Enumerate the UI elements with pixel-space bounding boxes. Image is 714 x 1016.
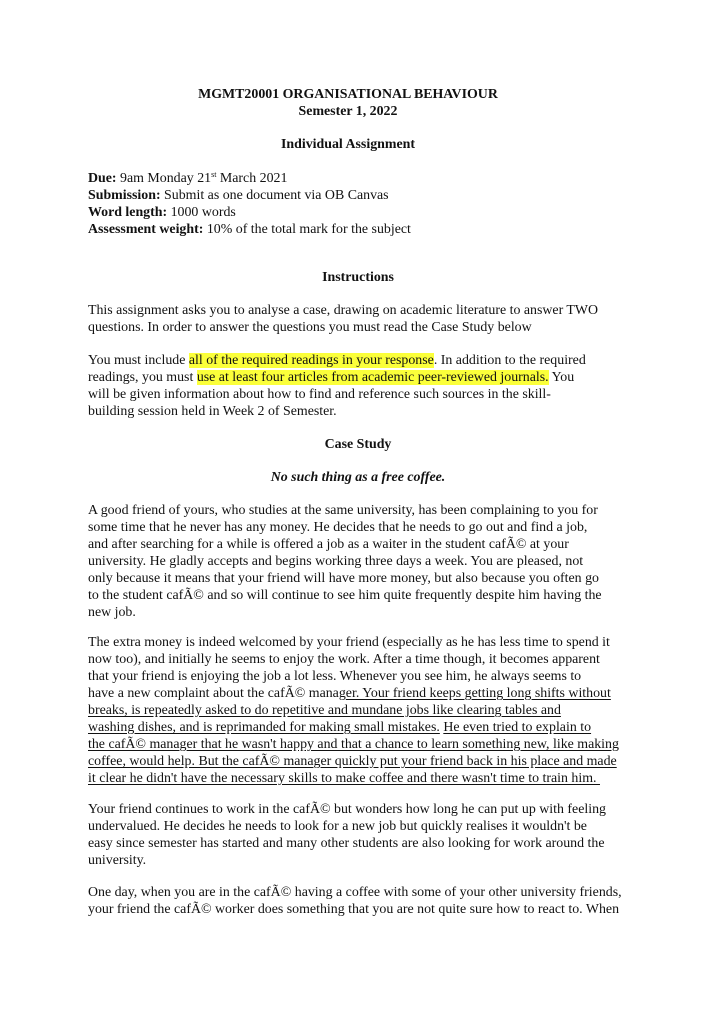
text-line (88, 719, 648, 736)
course-title: MGMT20001 ORGANISATIONAL BEHAVIOUR (198, 87, 498, 102)
underlined-text: the cafÃ© manager that he wasn't happy and that a chance to learn something new, like making (88, 737, 619, 752)
due-value-post: March 2021 (216, 171, 288, 186)
text-line: Your friend continues to work in the cafÃ© but wonders how long he can put up with feeling (88, 802, 606, 817)
text-line: and after searching for a while is offered a job as a waiter in the student cafÃ© at your (88, 537, 569, 552)
due-label: Due: (88, 171, 117, 186)
text-line: A good friend of yours, who studies at the same university, has been complaining to you for (88, 503, 598, 518)
semester: Semester 1, 2022 (298, 104, 398, 119)
text-line (88, 369, 648, 386)
text-line: only because it means that your friend will have more money, but also because you often go (88, 571, 599, 586)
text-span: have a new complaint about the cafÃ© manag (88, 686, 346, 701)
text-line: university. He gladly accepts and begins working three days a week. You are pleased, not (88, 554, 584, 569)
text-line: to the student cafÃ© and so will continue to see him quite frequently despite him having the (88, 588, 602, 603)
text-line: new job. (88, 605, 136, 620)
word-length-value: 1000 words (167, 205, 236, 220)
text-span: You (548, 370, 575, 385)
text-line: now too), and initially he seems to enjoy the work. After a time though, it becomes apparent (88, 652, 600, 667)
text-span: You must include (88, 353, 189, 368)
case-paragraph-1 (88, 502, 648, 621)
due-value-pre: 9am Monday 21 (116, 171, 212, 186)
case-paragraph-3 (88, 801, 648, 869)
underlined-text: er. Your friend keeps getting long shifts without (345, 686, 611, 701)
case-study-title: No such thing as a free coffee. (270, 470, 446, 485)
due-row (88, 170, 648, 187)
text-line: some time that he never has any money. He decides that he needs to go out and find a job, (88, 520, 588, 535)
text-line: university. (88, 853, 147, 868)
text-line (88, 685, 648, 702)
case-paragraph-2 (88, 634, 648, 787)
text-line: your friend the cafÃ© worker does something that you are not quite sure how to react to. When (88, 902, 620, 917)
highlighted-text: all of the required readings in your response (188, 353, 434, 368)
text-line: building session held in Week 2 of Semester. (88, 404, 337, 419)
instructions-heading: Instructions (322, 270, 394, 285)
text-line: will be given information about how to find and reference such sources in the skill- (88, 387, 551, 402)
weight-value: 10% of the total mark for the subject (203, 222, 411, 237)
assignment-title: Individual Assignment (281, 137, 415, 152)
underlined-text: washing dishes, and is reprimanded for making small mistakes. (88, 720, 440, 735)
weight-label: Assessment weight: (88, 222, 204, 237)
document-header (70, 86, 626, 120)
text-span: readings, you must (88, 370, 197, 385)
underlined-text: He even tried to explain to (443, 720, 592, 735)
case-paragraph-4 (88, 884, 648, 918)
text-line: This assignment asks you to analyse a case, drawing on academic literature to answer TWO (88, 303, 599, 318)
weight-row (88, 221, 648, 238)
submission-value: Submit as one document via OB Canvas (160, 188, 389, 203)
text-line: questions. In order to answer the questions you must read the Case Study below (88, 320, 532, 335)
highlighted-text: use at least four articles from academic peer-reviewed journals. (196, 370, 549, 385)
case-study-heading: Case Study (324, 437, 392, 452)
underlined-text: breaks, is repeatedly asked to do repetitive and mundane jobs like clearing tables and (88, 703, 561, 718)
underlined-text: it clear he didn't have the necessary skills to make coffee and there wasn't time to train him. (88, 771, 600, 786)
word-length-label: Word length: (88, 205, 168, 220)
instructions-paragraph-1 (88, 302, 648, 336)
submission-row (88, 187, 648, 204)
underlined-text: coffee, would help. But the cafÃ© manager quickly put your friend back in his place and made (88, 754, 617, 769)
text-line: undervalued. He decides he needs to look for a new job but quickly realises it wouldn't be (88, 819, 587, 834)
due-sup: st (211, 170, 217, 179)
word-length-row (88, 204, 648, 221)
text-line: One day, when you are in the cafÃ© having a coffee with some of your other university friends, (88, 885, 622, 900)
text-line: easy since semester has started and many other students are also looking for work around the (88, 836, 605, 851)
text-span: . In addition to the required (433, 353, 586, 368)
submission-label: Submission: (88, 188, 161, 203)
text-line: The extra money is indeed welcomed by your friend (especially as he has less time to spend it (88, 635, 610, 650)
assignment-details (88, 170, 648, 238)
text-line: that your friend is enjoying the job a lot less. Whenever you see him, he always seems to (88, 669, 582, 684)
text-line (88, 352, 648, 369)
instructions-paragraph-2 (88, 352, 648, 420)
